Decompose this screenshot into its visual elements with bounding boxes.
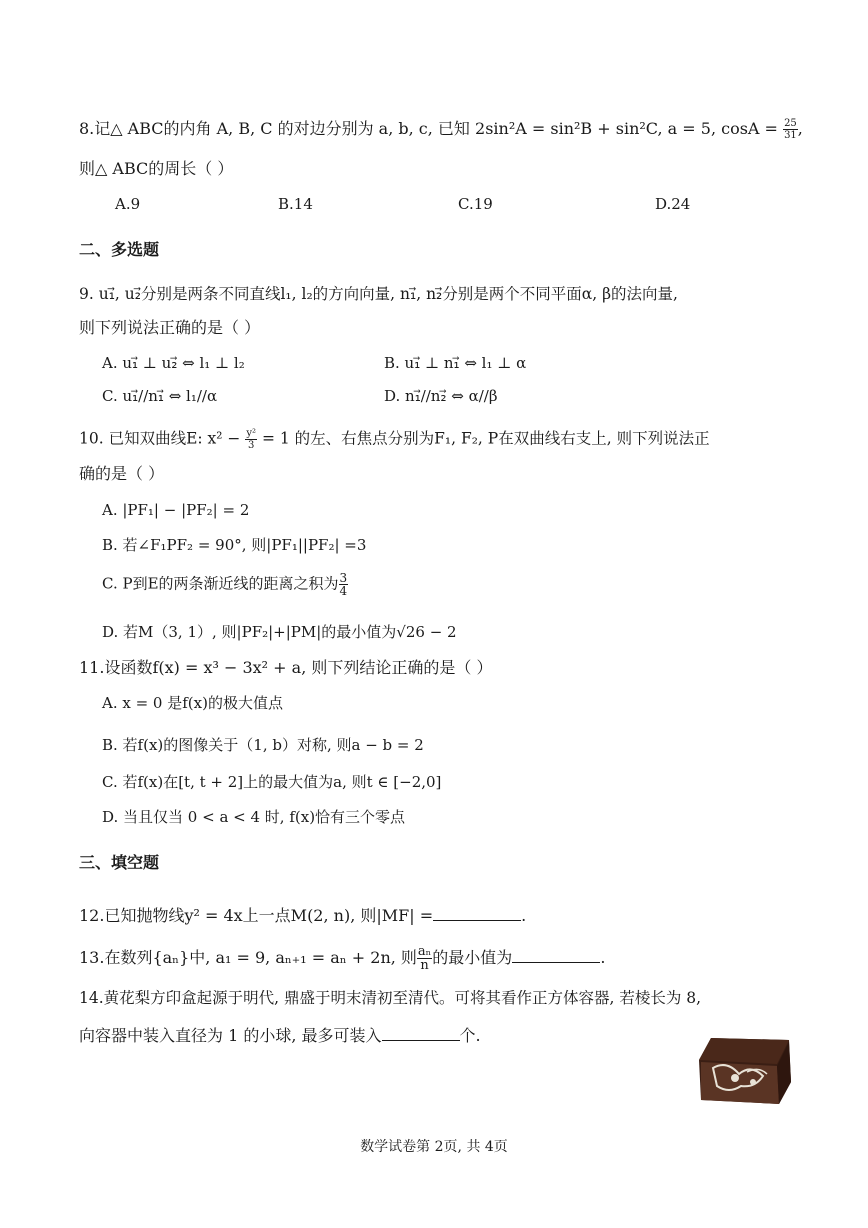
q10-option-c-num: 3: [339, 571, 348, 585]
box-lid-edge: [699, 1038, 789, 1064]
q9-line1: 9. u₁⃗, u₂⃗分别是两条不同直线l₁, l₂的方向向量, n₁⃗, n₂⃗分别是两个不同平面α, β的法向量,: [79, 285, 678, 303]
q10-option-c-den: 4: [339, 584, 348, 598]
q10-line1-b: = 1 的左、右焦点分别为F₁, F₂, P在双曲线右支上, 则下列说法正: [257, 429, 710, 448]
q12-line: [79, 904, 526, 926]
q10-option-d: D. 若M（3, 1）, 则|PF₂|+|PM|的最小值为√26 − 2: [102, 623, 457, 641]
q8-line2: 则△ ABC的周长（ ）: [79, 159, 234, 178]
q10-frac-num: y²: [246, 428, 257, 439]
section2-heading: 二、多选题: [79, 240, 160, 259]
q14-line2-text: 向容器中装入直径为 1 的小球, 最多可装入: [79, 1026, 382, 1045]
q14-line1: 14.黄花梨方印盒起源于明代, 鼎盛于明末清初至清代。可将其看作正方体容器, 若棱长为 8,: [79, 989, 702, 1007]
q8-line1-text: 8.记△ ABC的内角 A, B, C 的对边分别为 a, b, c, 已知 2sin²A = sin²B + sin²C, a = 5, cosA =: [79, 119, 784, 138]
q10-option-c-fraction: [339, 572, 349, 597]
box-inlay-flower-2: [750, 1079, 756, 1085]
q11-line1: 11.设函数f(x) = x³ − 3x² + a, 则下列结论正确的是（ ）: [79, 658, 493, 677]
q13-text-a: 13.在数列{aₙ}中, a₁ = 9, aₙ₊₁ = aₙ + 2n, 则: [79, 948, 417, 967]
q11-option-d: D. 当且仅当 0 < a < 4 时, f(x)恰有三个零点: [102, 808, 406, 826]
q9-option-d: D. n₁⃗//n₂⃗ ⇔ α//β: [384, 387, 498, 405]
q8-option-c: C.19: [458, 195, 493, 213]
q14-line2: [79, 1024, 481, 1046]
seal-box-image: [693, 1030, 795, 1108]
q8-option-d: D.24: [655, 195, 691, 213]
q10-frac-den: 3: [247, 440, 255, 451]
q9-line2: 则下列说法正确的是（ ）: [79, 318, 261, 337]
q13-end: .: [600, 948, 606, 967]
q13-text-b: 的最小值为: [432, 948, 513, 967]
q8-option-b: B.14: [278, 195, 313, 213]
q8-line1-end: ,: [797, 119, 803, 138]
q11-option-a: A. x = 0 是f(x)的极大值点: [102, 694, 283, 712]
q12-answer-blank[interactable]: [433, 904, 521, 921]
box-inlay-flower: [731, 1074, 739, 1082]
q8-frac-den: 31: [784, 130, 797, 141]
q13-frac-den: n: [420, 958, 429, 973]
q10-line1-a: 10. 已知双曲线E: x² −: [79, 429, 246, 448]
q10-option-c-text: C. P到E的两条渐近线的距离之积为: [102, 574, 339, 593]
q14-answer-blank[interactable]: [382, 1024, 460, 1041]
q9-option-b: B. u₁⃗ ⊥ n₁⃗ ⇔ l₁ ⊥ α: [384, 354, 527, 372]
q10-line1: [79, 428, 710, 451]
q8-frac-num: 25: [784, 118, 797, 129]
q10-line2: 确的是（ ）: [79, 464, 165, 483]
q10-fraction: [245, 428, 257, 451]
q11-option-b: B. 若f(x)的图像关于（1, b）对称, 则a − b = 2: [102, 736, 424, 754]
page-footer: 数学试卷第 2页, 共 4页: [360, 1139, 508, 1155]
q10-option-b: B. 若∠F₁PF₂ = 90°, 则|PF₁||PF₂| =3: [102, 536, 367, 554]
q9-option-a: A. u₁⃗ ⊥ u₂⃗ ⇔ l₁ ⊥ l₂: [102, 354, 245, 372]
q13-fraction: [417, 945, 432, 972]
q13-answer-blank[interactable]: [512, 946, 600, 963]
q10-option-a: A. |PF₁| − |PF₂| = 2: [102, 501, 250, 519]
q10-option-c: [102, 572, 348, 597]
q11-option-c: C. 若f(x)在[t, t + 2]上的最大值为a, 则t ∈ [−2,0]: [102, 773, 442, 791]
q12-text: 12.已知抛物线y² = 4x上一点M(2, n), 则|MF| =: [79, 906, 434, 925]
q13-line: [79, 945, 605, 972]
q13-frac-num: aₙ: [417, 944, 432, 959]
q12-end: .: [521, 906, 527, 925]
q14-end: 个.: [459, 1026, 481, 1045]
q8-line1: [79, 118, 803, 141]
q8-option-a: A.9: [115, 195, 141, 213]
section3-heading: 三、填空题: [79, 853, 160, 872]
q9-option-c: C. u₁⃗//n₁⃗ ⇔ l₁//α: [102, 387, 218, 405]
q8-fraction: [783, 118, 798, 141]
